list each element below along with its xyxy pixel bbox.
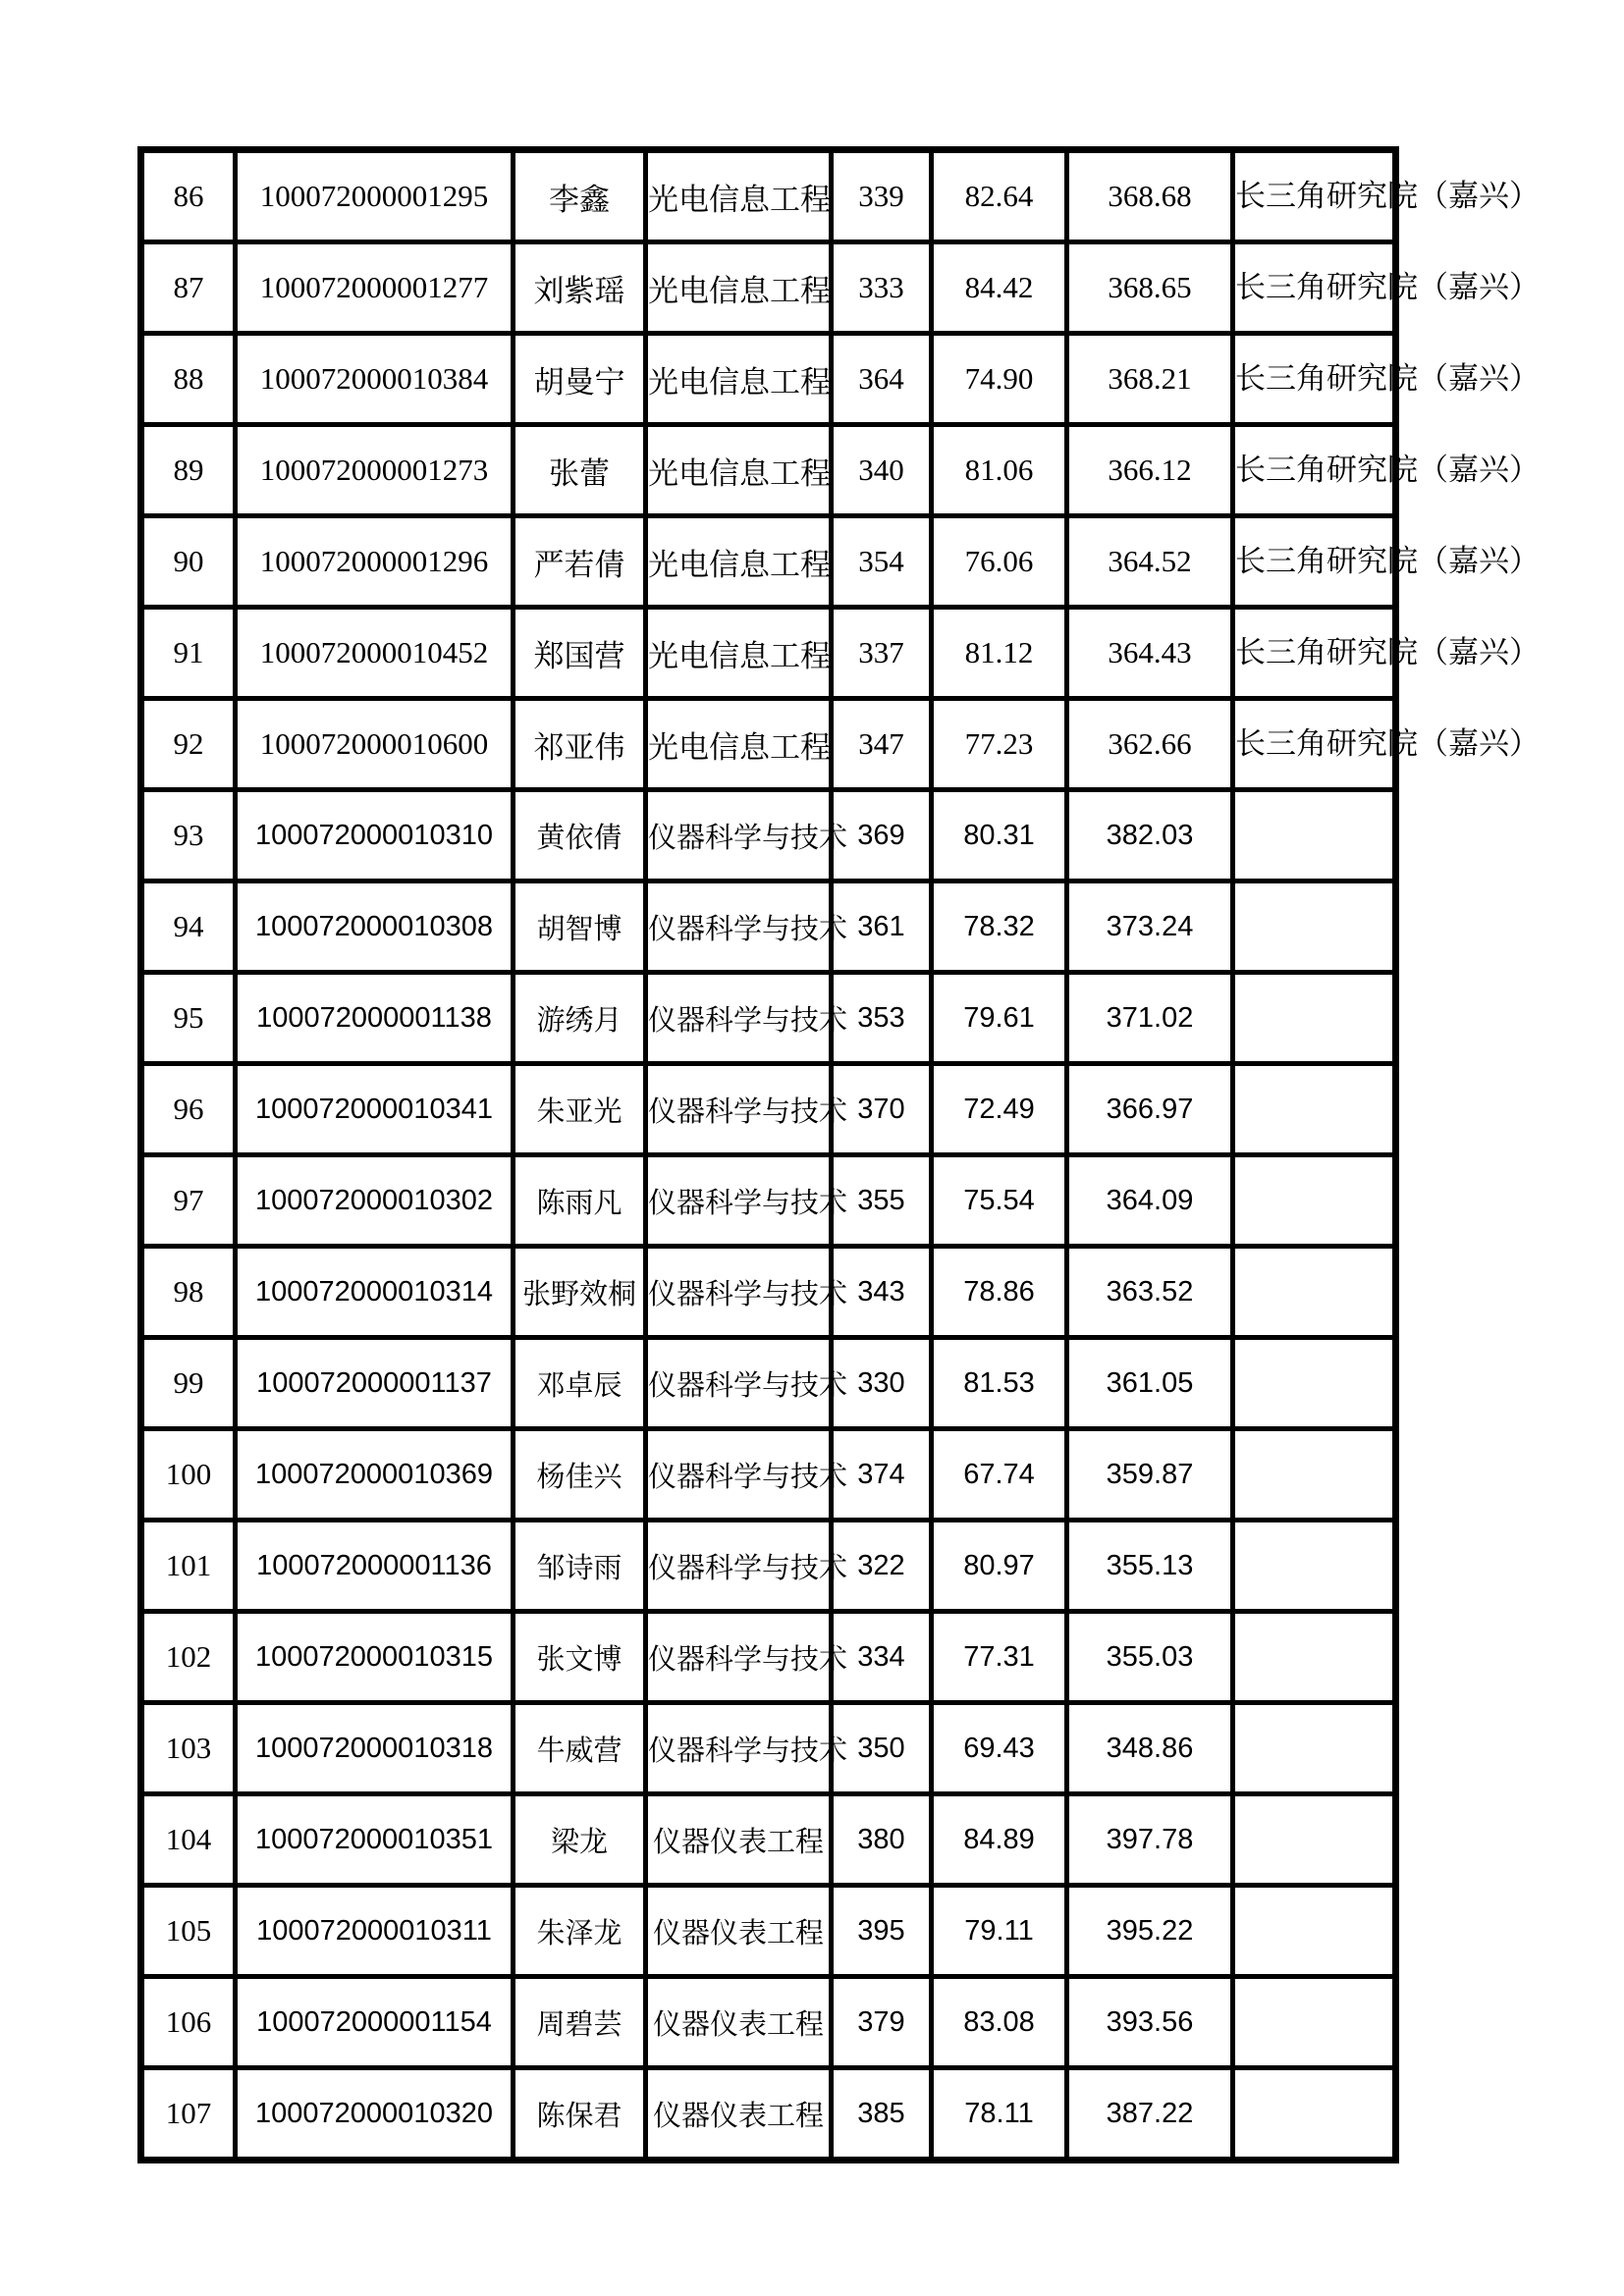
candidate-name-cell: 朱亚光 bbox=[514, 1064, 646, 1155]
candidate-id-cell: 100072000001154 bbox=[236, 1977, 514, 2068]
score-2-cell: 81.06 bbox=[932, 425, 1067, 516]
remark-cell: 长三角研究院（嘉兴） bbox=[1233, 425, 1396, 516]
total-score-cell: 382.03 bbox=[1067, 790, 1233, 881]
row-number-cell: 98 bbox=[141, 1247, 236, 1338]
total-score-cell: 348.86 bbox=[1067, 1703, 1233, 1794]
remark-cell bbox=[1233, 1977, 1396, 2068]
major-cell: 仪器科学与技术 bbox=[646, 1338, 832, 1429]
candidate-name-cell: 黄依倩 bbox=[514, 790, 646, 881]
candidate-name-cell: 梁龙 bbox=[514, 1794, 646, 1886]
row-number-cell: 91 bbox=[141, 608, 236, 699]
row-number-cell: 88 bbox=[141, 334, 236, 425]
major-cell: 仪器科学与技术 bbox=[646, 1155, 832, 1247]
table-row bbox=[141, 1247, 1396, 1338]
table-row bbox=[141, 790, 1396, 881]
major-cell: 仪器仪表工程 bbox=[646, 1794, 832, 1886]
table-row bbox=[141, 1977, 1396, 2068]
remark-cell bbox=[1233, 1429, 1396, 1521]
table-row bbox=[141, 1521, 1396, 1612]
score-1-cell: 333 bbox=[832, 242, 932, 334]
table-row bbox=[141, 150, 1396, 242]
remark-cell bbox=[1233, 1703, 1396, 1794]
score-1-cell: 374 bbox=[832, 1429, 932, 1521]
remark-cell bbox=[1233, 1155, 1396, 1247]
score-2-cell: 78.32 bbox=[932, 881, 1067, 973]
table-row bbox=[141, 1338, 1396, 1429]
total-score-cell: 364.52 bbox=[1067, 516, 1233, 608]
total-score-cell: 366.12 bbox=[1067, 425, 1233, 516]
score-2-cell: 84.42 bbox=[932, 242, 1067, 334]
candidate-id-cell: 100072000010302 bbox=[236, 1155, 514, 1247]
major-cell: 光电信息工程 bbox=[646, 516, 832, 608]
row-number-cell: 107 bbox=[141, 2068, 236, 2161]
remark-cell bbox=[1233, 1064, 1396, 1155]
candidate-name-cell: 周碧芸 bbox=[514, 1977, 646, 2068]
candidate-name-cell: 邓卓辰 bbox=[514, 1338, 646, 1429]
row-number-cell: 94 bbox=[141, 881, 236, 973]
candidate-name-cell: 胡曼宁 bbox=[514, 334, 646, 425]
total-score-cell: 393.56 bbox=[1067, 1977, 1233, 2068]
row-number-cell: 97 bbox=[141, 1155, 236, 1247]
candidate-id-cell: 100072000010452 bbox=[236, 608, 514, 699]
total-score-cell: 359.87 bbox=[1067, 1429, 1233, 1521]
remark-cell bbox=[1233, 881, 1396, 973]
total-score-cell: 364.43 bbox=[1067, 608, 1233, 699]
document-sheet bbox=[137, 146, 1540, 2163]
score-1-cell: 334 bbox=[832, 1612, 932, 1703]
major-cell: 仪器科学与技术 bbox=[646, 881, 832, 973]
table-row bbox=[141, 1155, 1396, 1247]
table-row bbox=[141, 699, 1396, 790]
table-row bbox=[141, 1794, 1396, 1886]
total-score-cell: 395.22 bbox=[1067, 1886, 1233, 1977]
candidate-id-cell: 100072000001296 bbox=[236, 516, 514, 608]
score-2-cell: 81.12 bbox=[932, 608, 1067, 699]
table-row bbox=[141, 2068, 1396, 2161]
candidate-id-cell: 100072000010315 bbox=[236, 1612, 514, 1703]
candidate-name-cell: 杨佳兴 bbox=[514, 1429, 646, 1521]
remark-cell: 长三角研究院（嘉兴） bbox=[1233, 516, 1396, 608]
total-score-cell: 371.02 bbox=[1067, 973, 1233, 1064]
major-cell: 仪器仪表工程 bbox=[646, 2068, 832, 2161]
major-cell: 仪器科学与技术 bbox=[646, 1064, 832, 1155]
total-score-cell: 364.09 bbox=[1067, 1155, 1233, 1247]
major-cell: 光电信息工程 bbox=[646, 699, 832, 790]
total-score-cell: 362.66 bbox=[1067, 699, 1233, 790]
score-2-cell: 75.54 bbox=[932, 1155, 1067, 1247]
remark-cell bbox=[1233, 1247, 1396, 1338]
major-cell: 光电信息工程 bbox=[646, 334, 832, 425]
remark-cell bbox=[1233, 2068, 1396, 2161]
score-1-cell: 364 bbox=[832, 334, 932, 425]
candidate-id-cell: 100072000001136 bbox=[236, 1521, 514, 1612]
candidate-id-cell: 100072000001138 bbox=[236, 973, 514, 1064]
major-cell: 光电信息工程 bbox=[646, 425, 832, 516]
major-cell: 仪器科学与技术 bbox=[646, 1521, 832, 1612]
score-1-cell: 340 bbox=[832, 425, 932, 516]
row-number-cell: 89 bbox=[141, 425, 236, 516]
row-number-cell: 104 bbox=[141, 1794, 236, 1886]
total-score-cell: 355.03 bbox=[1067, 1612, 1233, 1703]
row-number-cell: 101 bbox=[141, 1521, 236, 1612]
row-number-cell: 93 bbox=[141, 790, 236, 881]
candidate-id-cell: 100072000010341 bbox=[236, 1064, 514, 1155]
score-1-cell: 354 bbox=[832, 516, 932, 608]
candidate-id-cell: 100072000010369 bbox=[236, 1429, 514, 1521]
remark-cell bbox=[1233, 1794, 1396, 1886]
row-number-cell: 95 bbox=[141, 973, 236, 1064]
major-cell: 仪器仪表工程 bbox=[646, 1977, 832, 2068]
table-row bbox=[141, 608, 1396, 699]
row-number-cell: 86 bbox=[141, 150, 236, 242]
candidate-name-cell: 张蕾 bbox=[514, 425, 646, 516]
major-cell: 仪器科学与技术 bbox=[646, 973, 832, 1064]
remark-cell bbox=[1233, 1612, 1396, 1703]
total-score-cell: 397.78 bbox=[1067, 1794, 1233, 1886]
score-1-cell: 380 bbox=[832, 1794, 932, 1886]
score-1-cell: 330 bbox=[832, 1338, 932, 1429]
row-number-cell: 99 bbox=[141, 1338, 236, 1429]
score-1-cell: 347 bbox=[832, 699, 932, 790]
table-row bbox=[141, 242, 1396, 334]
score-1-cell: 369 bbox=[832, 790, 932, 881]
candidate-id-cell: 100072000010384 bbox=[236, 334, 514, 425]
remark-cell bbox=[1233, 1521, 1396, 1612]
total-score-cell: 368.65 bbox=[1067, 242, 1233, 334]
score-2-cell: 78.11 bbox=[932, 2068, 1067, 2161]
row-number-cell: 96 bbox=[141, 1064, 236, 1155]
major-cell: 仪器科学与技术 bbox=[646, 1703, 832, 1794]
score-2-cell: 80.31 bbox=[932, 790, 1067, 881]
table-row bbox=[141, 1064, 1396, 1155]
candidate-id-cell: 100072000001277 bbox=[236, 242, 514, 334]
table-row bbox=[141, 425, 1396, 516]
major-cell: 仪器科学与技术 bbox=[646, 790, 832, 881]
table-row bbox=[141, 1886, 1396, 1977]
candidate-id-cell: 100072000010308 bbox=[236, 881, 514, 973]
score-1-cell: 322 bbox=[832, 1521, 932, 1612]
table-row bbox=[141, 881, 1396, 973]
score-1-cell: 385 bbox=[832, 2068, 932, 2161]
row-number-cell: 102 bbox=[141, 1612, 236, 1703]
table-row bbox=[141, 1429, 1396, 1521]
total-score-cell: 373.24 bbox=[1067, 881, 1233, 973]
score-2-cell: 77.23 bbox=[932, 699, 1067, 790]
score-2-cell: 74.90 bbox=[932, 334, 1067, 425]
remark-cell: 长三角研究院（嘉兴） bbox=[1233, 242, 1396, 334]
remark-cell bbox=[1233, 790, 1396, 881]
candidate-id-cell: 100072000010311 bbox=[236, 1886, 514, 1977]
candidate-id-cell: 100072000010318 bbox=[236, 1703, 514, 1794]
score-1-cell: 350 bbox=[832, 1703, 932, 1794]
major-cell: 光电信息工程 bbox=[646, 608, 832, 699]
candidate-name-cell: 严若倩 bbox=[514, 516, 646, 608]
score-2-cell: 67.74 bbox=[932, 1429, 1067, 1521]
candidate-name-cell: 李鑫 bbox=[514, 150, 646, 242]
total-score-cell: 366.97 bbox=[1067, 1064, 1233, 1155]
total-score-cell: 368.21 bbox=[1067, 334, 1233, 425]
row-number-cell: 87 bbox=[141, 242, 236, 334]
total-score-cell: 387.22 bbox=[1067, 2068, 1233, 2161]
candidate-id-cell: 100072000010600 bbox=[236, 699, 514, 790]
score-2-cell: 79.61 bbox=[932, 973, 1067, 1064]
score-1-cell: 355 bbox=[832, 1155, 932, 1247]
table-row bbox=[141, 516, 1396, 608]
remark-cell bbox=[1233, 973, 1396, 1064]
remark-cell: 长三角研究院（嘉兴） bbox=[1233, 334, 1396, 425]
row-number-cell: 90 bbox=[141, 516, 236, 608]
major-cell: 光电信息工程 bbox=[646, 150, 832, 242]
score-2-cell: 84.89 bbox=[932, 1794, 1067, 1886]
score-2-cell: 82.64 bbox=[932, 150, 1067, 242]
score-1-cell: 370 bbox=[832, 1064, 932, 1155]
score-1-cell: 339 bbox=[832, 150, 932, 242]
candidate-id-cell: 100072000010320 bbox=[236, 2068, 514, 2161]
score-1-cell: 353 bbox=[832, 973, 932, 1064]
score-2-cell: 72.49 bbox=[932, 1064, 1067, 1155]
candidate-name-cell: 祁亚伟 bbox=[514, 699, 646, 790]
score-2-cell: 81.53 bbox=[932, 1338, 1067, 1429]
major-cell: 仪器科学与技术 bbox=[646, 1247, 832, 1338]
candidate-name-cell: 邹诗雨 bbox=[514, 1521, 646, 1612]
score-1-cell: 361 bbox=[832, 881, 932, 973]
score-1-cell: 379 bbox=[832, 1977, 932, 2068]
candidate-name-cell: 胡智博 bbox=[514, 881, 646, 973]
remark-cell bbox=[1233, 1338, 1396, 1429]
candidate-name-cell: 郑国营 bbox=[514, 608, 646, 699]
candidate-name-cell: 陈雨凡 bbox=[514, 1155, 646, 1247]
major-cell: 光电信息工程 bbox=[646, 242, 832, 334]
candidate-id-cell: 100072000010310 bbox=[236, 790, 514, 881]
major-cell: 仪器仪表工程 bbox=[646, 1886, 832, 1977]
table-row bbox=[141, 334, 1396, 425]
remark-cell: 长三角研究院（嘉兴） bbox=[1233, 699, 1396, 790]
remark-cell: 长三角研究院（嘉兴） bbox=[1233, 608, 1396, 699]
total-score-cell: 363.52 bbox=[1067, 1247, 1233, 1338]
score-2-cell: 78.86 bbox=[932, 1247, 1067, 1338]
score-2-cell: 69.43 bbox=[932, 1703, 1067, 1794]
score-1-cell: 343 bbox=[832, 1247, 932, 1338]
candidate-id-cell: 100072000001273 bbox=[236, 425, 514, 516]
score-2-cell: 76.06 bbox=[932, 516, 1067, 608]
row-number-cell: 106 bbox=[141, 1977, 236, 2068]
score-1-cell: 337 bbox=[832, 608, 932, 699]
score-2-cell: 77.31 bbox=[932, 1612, 1067, 1703]
candidate-id-cell: 100072000010314 bbox=[236, 1247, 514, 1338]
remark-cell bbox=[1233, 1886, 1396, 1977]
total-score-cell: 368.68 bbox=[1067, 150, 1233, 242]
candidate-id-cell: 100072000010351 bbox=[236, 1794, 514, 1886]
total-score-cell: 361.05 bbox=[1067, 1338, 1233, 1429]
total-score-cell: 355.13 bbox=[1067, 1521, 1233, 1612]
candidate-name-cell: 牛威营 bbox=[514, 1703, 646, 1794]
candidate-name-cell: 游绣月 bbox=[514, 973, 646, 1064]
table-row bbox=[141, 1612, 1396, 1703]
major-cell: 仪器科学与技术 bbox=[646, 1429, 832, 1521]
score-2-cell: 79.11 bbox=[932, 1886, 1067, 1977]
candidate-name-cell: 刘紫瑶 bbox=[514, 242, 646, 334]
row-number-cell: 92 bbox=[141, 699, 236, 790]
candidate-name-cell: 张野效桐 bbox=[514, 1247, 646, 1338]
candidate-name-cell: 张文博 bbox=[514, 1612, 646, 1703]
candidate-id-cell: 100072000001295 bbox=[236, 150, 514, 242]
row-number-cell: 105 bbox=[141, 1886, 236, 1977]
score-2-cell: 83.08 bbox=[932, 1977, 1067, 2068]
table-row bbox=[141, 973, 1396, 1064]
score-1-cell: 395 bbox=[832, 1886, 932, 1977]
results-table-body bbox=[141, 150, 1540, 2161]
row-number-cell: 103 bbox=[141, 1703, 236, 1794]
remark-cell: 长三角研究院（嘉兴） bbox=[1233, 150, 1396, 242]
score-2-cell: 80.97 bbox=[932, 1521, 1067, 1612]
candidate-id-cell: 100072000001137 bbox=[236, 1338, 514, 1429]
results-table bbox=[137, 146, 1540, 2163]
major-cell: 仪器科学与技术 bbox=[646, 1612, 832, 1703]
candidate-name-cell: 朱泽龙 bbox=[514, 1886, 646, 1977]
row-number-cell: 100 bbox=[141, 1429, 236, 1521]
table-row bbox=[141, 1703, 1396, 1794]
candidate-name-cell: 陈保君 bbox=[514, 2068, 646, 2161]
